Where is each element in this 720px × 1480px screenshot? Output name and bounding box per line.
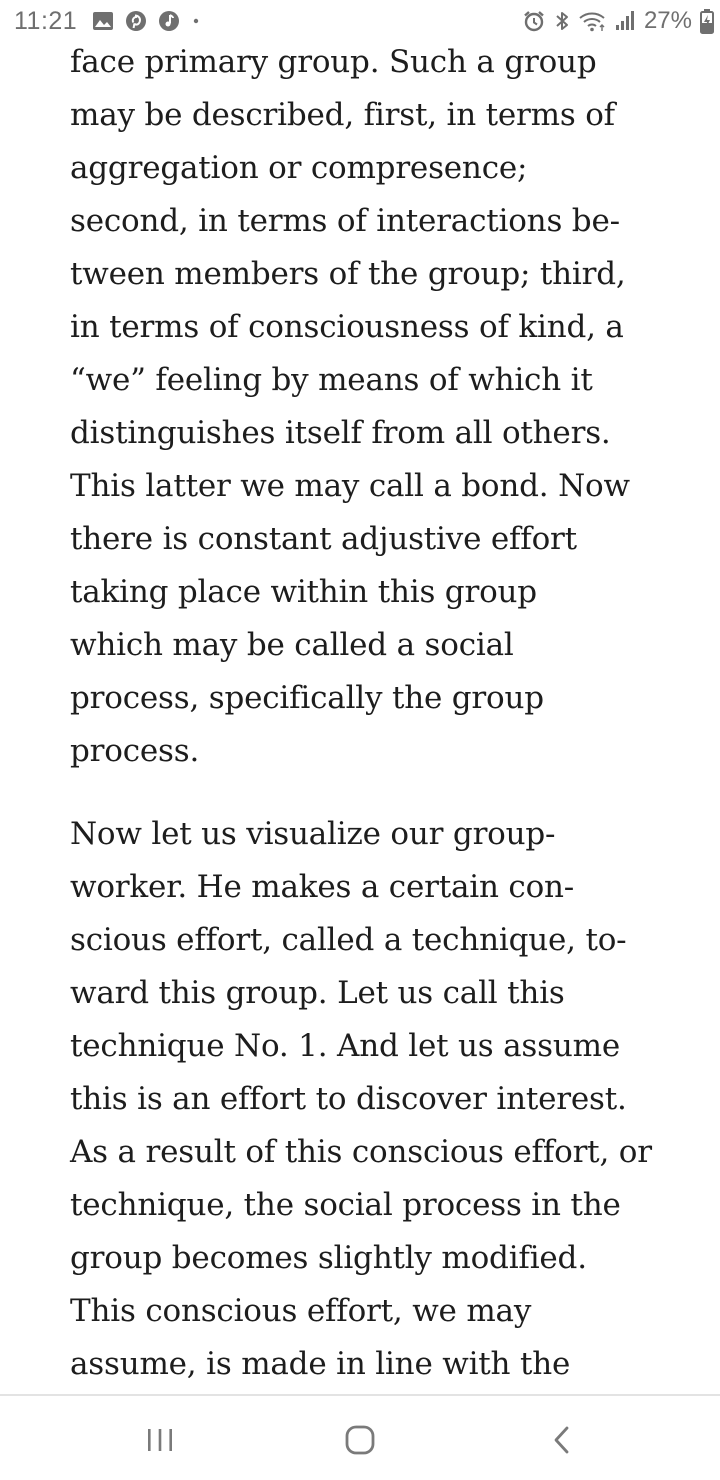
gallery-icon: [92, 11, 114, 31]
text-line: technique, the social process in the: [70, 1187, 621, 1223]
notification-icons: [92, 10, 212, 32]
dot-icon: [191, 16, 201, 26]
recent-apps-icon: [145, 1427, 175, 1453]
text-line: second, in terms of interactions be-: [70, 203, 620, 239]
system-icons: [514, 6, 714, 36]
text-line: group becomes slightly modified.: [70, 1240, 587, 1276]
back-button[interactable]: [532, 1420, 592, 1460]
text-line: “we” feeling by means of which it: [70, 362, 593, 398]
text-line: process, specifically the group: [70, 680, 544, 716]
text-line: there is constant adjustive effort: [70, 521, 577, 557]
text-line: assume, is made in line with the: [70, 1346, 571, 1382]
text-line: process.: [70, 733, 200, 769]
paragraph-2: [70, 808, 680, 1391]
bluetooth-icon: [554, 9, 570, 33]
text-line: Now let us visualize our group-: [70, 816, 556, 852]
text-line: ward this group. Let us call this: [70, 975, 565, 1011]
text-line: which may be called a social: [70, 627, 514, 663]
text-line: scious effort, called a technique, to-: [70, 922, 627, 958]
text-line: this is an effort to discover interest.: [70, 1081, 627, 1117]
paragraph-1: [70, 36, 680, 778]
wifi-icon: [578, 10, 606, 32]
status-bar: [0, 0, 720, 42]
text-line: As a result of this conscious effort, or: [70, 1134, 652, 1170]
text-line: This latter we may call a bond. Now: [70, 468, 630, 504]
back-icon: [551, 1425, 573, 1455]
battery-charging-icon: [700, 8, 714, 34]
text-line: distinguishes itself from all others.: [70, 415, 611, 451]
music-icon: [158, 10, 180, 32]
text-line: worker. He makes a certain con-: [70, 869, 575, 905]
text-line: tween members of the group; third,: [70, 256, 626, 292]
text-line: taking place within this group: [70, 574, 537, 610]
text-line: technique No. 1. And let us assume: [70, 1028, 620, 1064]
status-time: 11:21: [14, 7, 78, 35]
alarm-icon: [522, 9, 546, 33]
home-icon: [344, 1424, 376, 1456]
signal-icon: [614, 10, 636, 32]
text-line: aggregation or compresence;: [70, 150, 528, 186]
text-line: may be described, first, in terms of: [70, 97, 615, 133]
text-line: This conscious effort, we may: [70, 1293, 532, 1329]
text-line: in terms of consciousness of kind, a: [70, 309, 624, 345]
text-line: face primary group. Such a group: [70, 44, 597, 80]
recent-apps-button[interactable]: [130, 1420, 190, 1460]
navigation-bar: [0, 1394, 720, 1480]
home-button[interactable]: [330, 1420, 390, 1460]
battery-percent: 27%: [643, 7, 692, 34]
pinterest-icon: [125, 10, 147, 32]
